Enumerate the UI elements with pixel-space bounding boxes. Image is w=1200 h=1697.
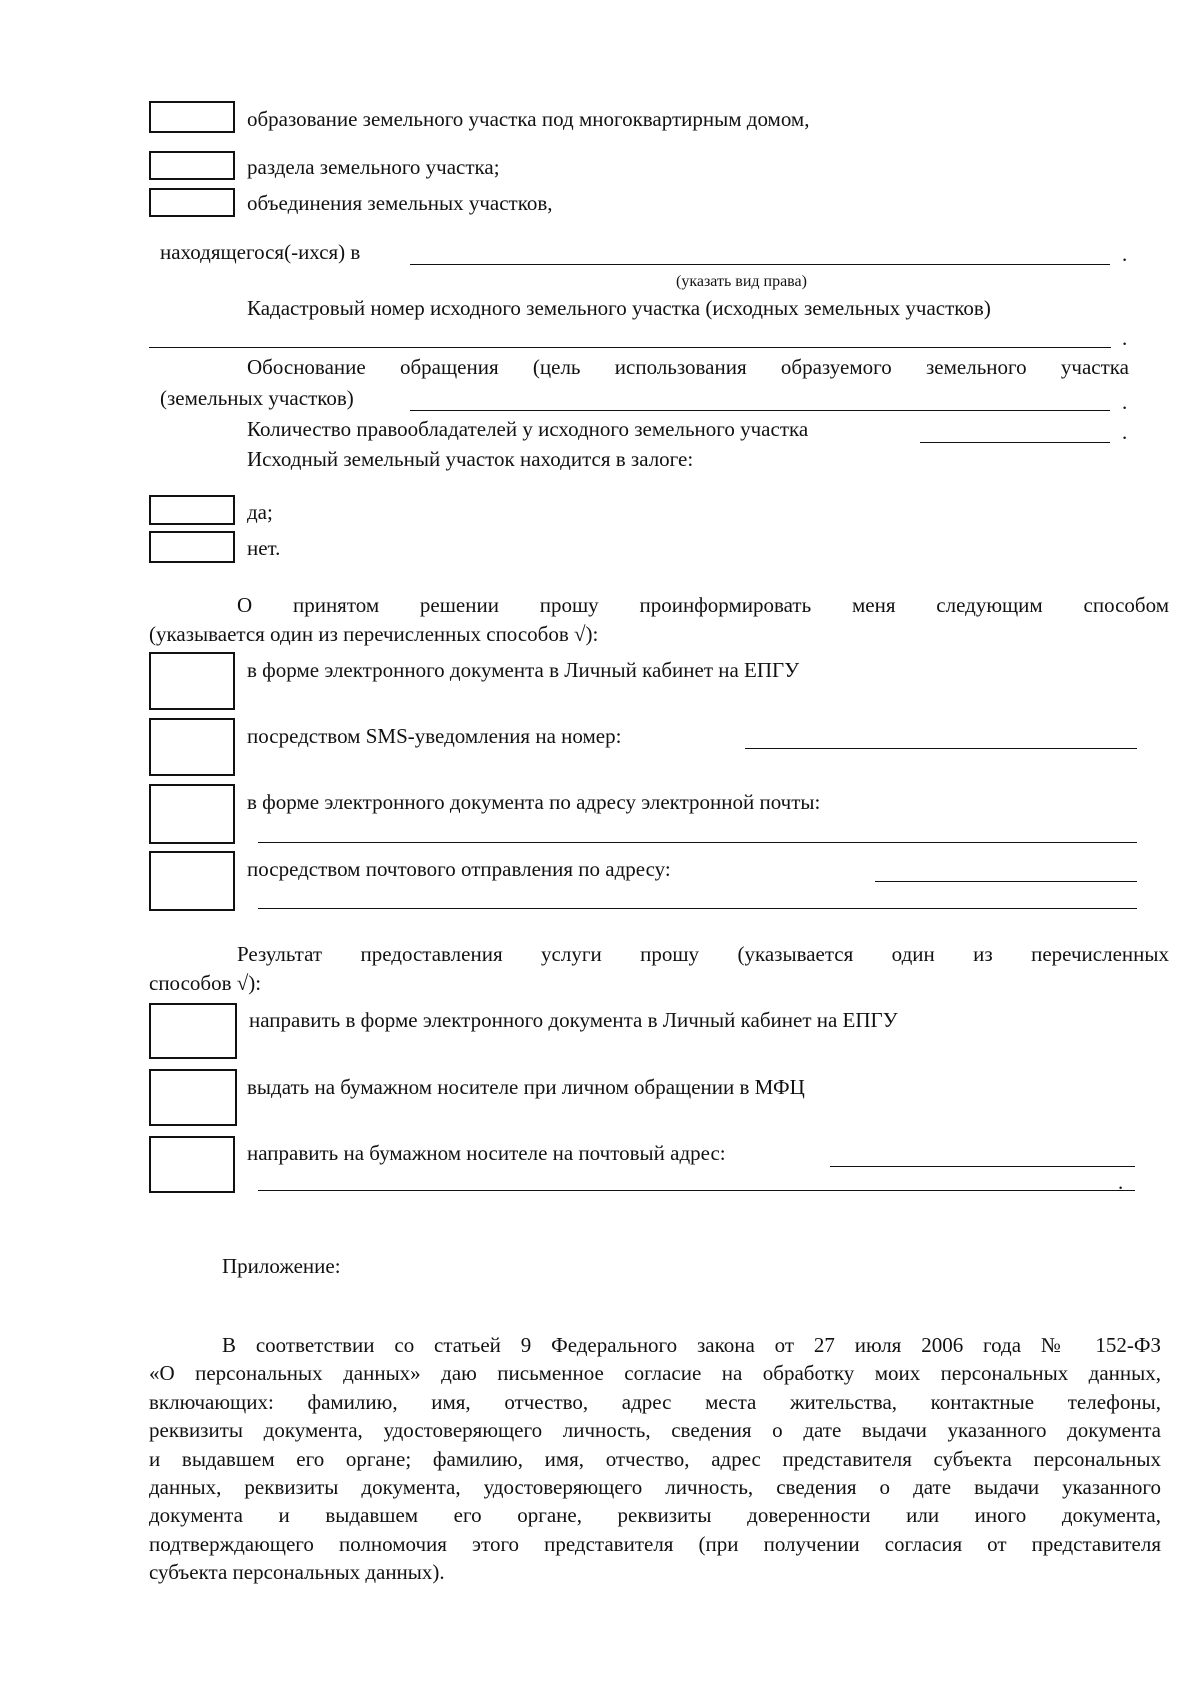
location-end: .: [1122, 242, 1128, 266]
location-label: находящегося(-ихся) в: [160, 240, 361, 264]
consent-line: включающих: фамилию, имя, отчество, адрес места жительства, контактные телефоны,: [149, 1389, 1161, 1414]
checkbox-notify-epgu[interactable]: [149, 652, 235, 710]
post-address-field-2[interactable]: [258, 908, 1137, 909]
consent-line: реквизиты документа, удостоверяющего личность, сведения о дате выдачи указанного документа: [149, 1418, 1161, 1443]
justification-end: .: [1122, 390, 1128, 414]
result-post-label: направить на бумажном носителе на почтовый адрес:: [247, 1141, 726, 1165]
consent-line: и выдавшем его органе; фамилию, имя, отчество, адрес представителя субъекта персональных: [149, 1446, 1161, 1471]
checkbox-result-epgu[interactable]: [149, 1003, 237, 1059]
checkbox-pledge-yes[interactable]: [149, 495, 235, 525]
cadastral-label: Кадастровый номер исходного земельного участка (исходных земельных участков): [247, 296, 991, 320]
owners-label: Количество правообладателей у исходного земельного участка: [247, 417, 809, 441]
result-post-address-field-1[interactable]: [830, 1166, 1135, 1167]
right-type-hint: (указать вид права): [676, 273, 807, 290]
result-intro-line1: Результат предоставления услуги прошу (указывается один из перечисленных: [237, 942, 1169, 966]
result-intro-line2: способов √):: [149, 971, 262, 995]
checkbox-land-formation[interactable]: [149, 101, 235, 133]
checkbox-notify-email[interactable]: [149, 784, 235, 844]
notify-sms-label: посредством SMS-уведомления на номер:: [247, 724, 622, 748]
cadastral-end: .: [1122, 326, 1128, 350]
checkbox-land-merge[interactable]: [149, 188, 235, 217]
consent-line: данных, реквизиты документа, удостоверяющего личность, сведения о дате выдачи указанного: [149, 1475, 1161, 1500]
checkbox-land-division[interactable]: [149, 151, 235, 180]
consent-line: субъекта персональных данных).: [149, 1560, 445, 1585]
notify-epgu-label: в форме электронного документа в Личный кабинет на ЕПГУ: [247, 658, 800, 682]
checkbox-result-mfc[interactable]: [149, 1069, 237, 1126]
land-merge-label: объединения земельных участков,: [247, 191, 553, 215]
consent-line: «О персональных данных» даю письменное согласие на обработку моих персональных данных,: [149, 1361, 1161, 1386]
owners-count-field[interactable]: [920, 442, 1110, 443]
post-address-field-1[interactable]: [875, 881, 1137, 882]
justification-line1: Обоснование обращения (цель использования образуемого земельного участка: [247, 355, 1129, 379]
land-formation-label: образование земельного участка под многоквартирным домом,: [247, 107, 810, 131]
notify-intro-line1: О принятом решении прошу проинформировать меня следующим способом: [237, 593, 1169, 617]
email-address-field[interactable]: [258, 842, 1137, 843]
result-end: .: [1118, 1170, 1124, 1194]
pledge-yes-label: да;: [247, 500, 273, 524]
right-type-field[interactable]: [410, 264, 1110, 265]
consent-line: В соответствии со статьей 9 Федерального закона от 27 июля 2006 года № 152-ФЗ: [222, 1333, 1161, 1357]
pledge-label: Исходный земельный участок находится в залоге:: [247, 447, 694, 471]
checkbox-notify-sms[interactable]: [149, 718, 235, 776]
result-post-address-field-2[interactable]: [258, 1190, 1135, 1191]
result-mfc-label: выдать на бумажном носителе при личном обращении в МФЦ: [247, 1075, 805, 1099]
checkbox-notify-post[interactable]: [149, 851, 235, 911]
consent-paragraph: [149, 1331, 1161, 1587]
result-epgu-label: направить в форме электронного документа в Личный кабинет на ЕПГУ: [249, 1008, 898, 1032]
owners-end: .: [1122, 420, 1128, 444]
sms-number-field[interactable]: [745, 748, 1137, 749]
notify-intro-line2: (указывается один из перечисленных способов √):: [149, 622, 599, 646]
justification-field[interactable]: [410, 410, 1110, 411]
justification-line2: (земельных участков): [160, 386, 354, 410]
consent-line: документа и выдавшем его органе, реквизиты доверенности или иного документа,: [149, 1503, 1161, 1528]
attachment-label: Приложение:: [222, 1254, 341, 1278]
checkbox-result-post[interactable]: [149, 1136, 235, 1193]
checkbox-pledge-no[interactable]: [149, 531, 235, 563]
pledge-no-label: нет.: [247, 536, 281, 560]
cadastral-number-field[interactable]: [149, 347, 1111, 348]
notify-email-label: в форме электронного документа по адресу электронной почты:: [247, 790, 821, 814]
notify-post-label: посредством почтового отправления по адресу:: [247, 857, 671, 881]
land-division-label: раздела земельного участка;: [247, 155, 500, 179]
consent-line: подтверждающего полномочия этого представителя (при получении согласия от представителя: [149, 1531, 1161, 1556]
